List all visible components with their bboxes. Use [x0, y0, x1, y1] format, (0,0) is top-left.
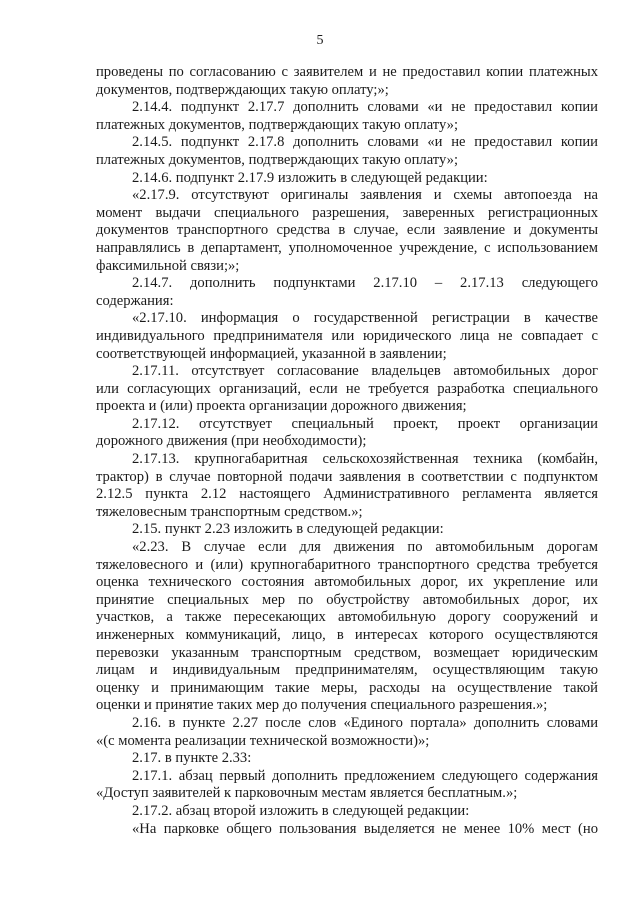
text-line: оценки и принятие таких мер до получения специального разрешения.»; [96, 697, 548, 714]
text-line: дорожного движения (при необходимости); [96, 433, 367, 450]
text-line: «Доступ заявителей к парковочным местам является бесплатным.»; [96, 785, 518, 802]
text-line: принятие специальных мер по обустройству автомобильных дорог, их [96, 591, 598, 608]
text-line: проведены по согласованию с заявителем и не предоставил копии платежных [96, 64, 598, 80]
text-line: индивидуального предпринимателя или юридического лица не совпадает с [96, 327, 598, 344]
text-line: 2.14.6. подпункт 2.17.9 изложить в следующей редакции: [132, 169, 488, 186]
text-line: 2.14.5. подпункт 2.17.8 дополнить словами «и не предоставил копии [132, 134, 598, 151]
text-line: лицам и индивидуальным предпринимателям, осуществляющим такую [96, 662, 598, 679]
text-line: 2.17.12. отсутствует специальный проект, проект организации [132, 415, 598, 432]
text-line: 2.16. в пункте 2.27 после слов «Единого портала» дополнить словами [132, 714, 598, 731]
text-line: соответствующей информацией, указанной в заявлении; [96, 345, 447, 362]
text-line: документов транспортного средства в случае, если заявление и документы [96, 222, 598, 239]
text-line: 2.15. пункт 2.23 изложить в следующей редакции: [132, 521, 444, 538]
text-line: оценку и принимающим такие меры, расходы на осуществление такой [96, 679, 598, 696]
text-line: проекта и (или) проекта организации дорожного движения; [96, 398, 467, 415]
text-line: содержания: [96, 292, 174, 309]
text-line: 2.17.1. абзац первый дополнить предложением следующего содержания [132, 767, 598, 784]
text-line: 2.17.2. абзац второй изложить в следующей редакции: [132, 802, 470, 819]
text-line: момент выдачи специального разрешения, заверенных регистрационных [96, 204, 598, 221]
text-line: участков, а также пересекающих автомобильную дорогу сооружений и [96, 609, 598, 626]
text-line: 2.14.4. подпункт 2.17.7 дополнить словами «и не предоставил копии [132, 99, 598, 116]
text-line: «На парковке общего пользования выделяется не менее 10% мест (но [132, 820, 598, 837]
text-line: платежных документов, подтверждающих такую оплату»; [96, 116, 458, 133]
text-line: «(с момента реализации технической возможности)»; [96, 732, 430, 749]
text-line: документов, подтверждающих такую оплату;»; [96, 81, 389, 98]
text-line: «2.17.10. информация о государственной регистрации в качестве [132, 310, 598, 327]
text-line: трактор) в случае повторной подачи заявления в соответствии с подпунктом [96, 468, 598, 485]
text-line: тяжеловесным транспортным средством.»; [96, 503, 363, 520]
text-line: или согласующих организаций, если не требуется разработка специального [96, 380, 598, 397]
text-line: тяжеловесного и (или) крупногабаритного транспортного средства требуется [96, 556, 598, 573]
text-line: «2.23. В случае если для движения по автомобильным дорогам [132, 539, 598, 556]
text-line: 2.12.5 пункта 2.12 настоящего Административного регламента является [96, 486, 598, 503]
document-body [96, 64, 598, 838]
text-line: факсимильной связи;»; [96, 257, 240, 274]
text-line: 2.17.13. крупногабаритная сельскохозяйственная техника (комбайн, [132, 451, 598, 468]
text-line: 2.17.11. отсутствует согласование владельцев автомобильных дорог [132, 363, 598, 380]
text-line: платежных документов, подтверждающих такую оплату»; [96, 151, 458, 168]
page-number: 5 [316, 33, 324, 48]
text-line: 2.17. в пункте 2.33: [132, 750, 252, 767]
text-line: перевозки указанным транспортным средством, возмещает юридическим [96, 644, 598, 661]
text-line: инженерных коммуникаций, лицо, в интересах которого осуществляются [96, 627, 598, 643]
text-line: направлялись в департамент, уполномоченное учреждение, с использованием [96, 239, 598, 256]
text-line: 2.14.7. дополнить подпунктами 2.17.10 – 2.17.13 следующего [132, 275, 598, 292]
text-line: «2.17.9. отсутствуют оригиналы заявления и схемы автопоезда на [132, 187, 598, 204]
text-line: оценка технического состояния автомобильных дорог, их укрепление или [96, 574, 598, 591]
